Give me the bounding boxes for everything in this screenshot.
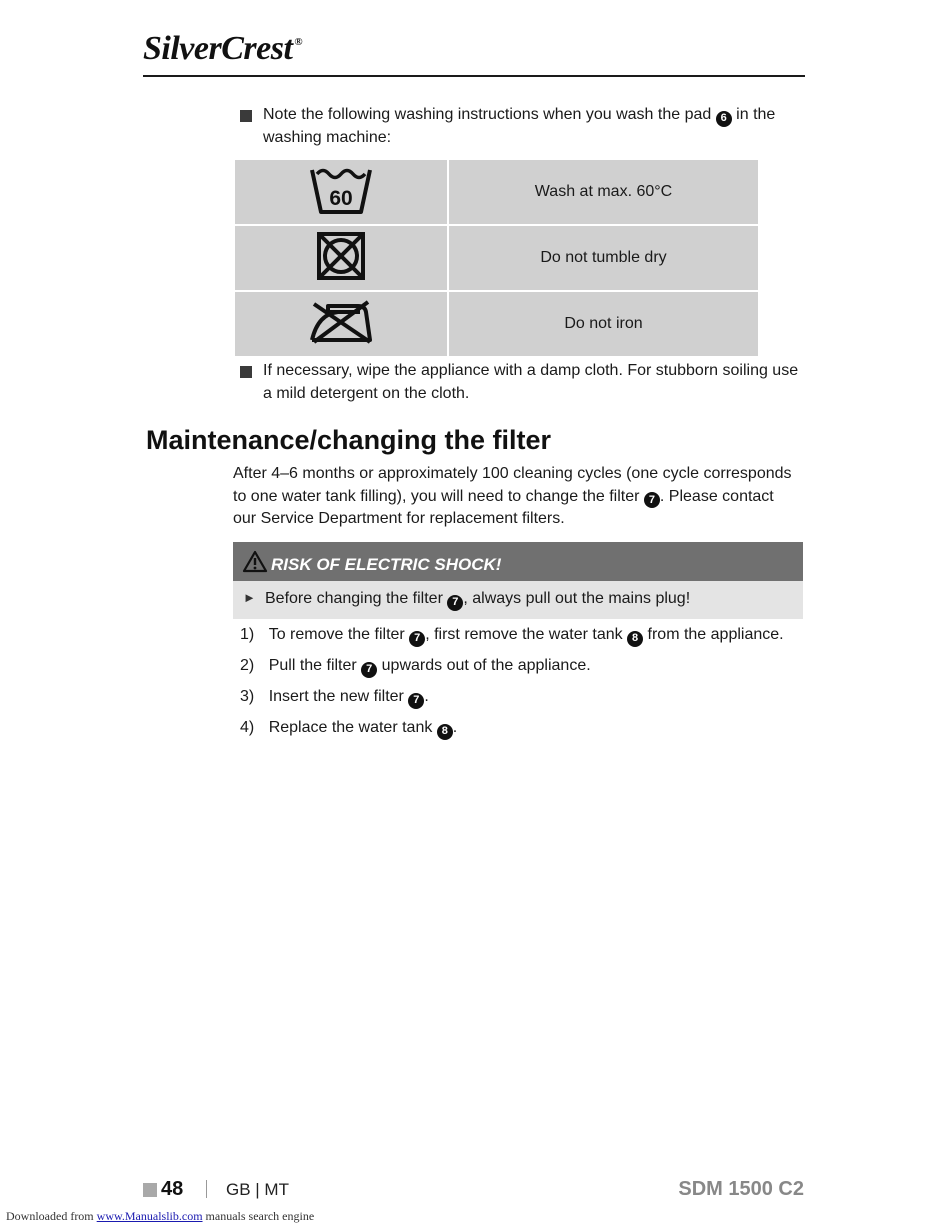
washing-intro — [263, 104, 808, 149]
brand-logo — [143, 30, 302, 68]
warning-title: RISK OF ELECTRIC SHOCK! — [271, 555, 502, 574]
arrow-icon: ► — [243, 590, 256, 605]
step-text: Insert the new filter — [268, 688, 404, 705]
header-rule — [143, 75, 805, 77]
para-line3: our Service Department for replacement filters. — [233, 510, 565, 527]
care-symbol-cell — [235, 226, 447, 290]
ref-number: 6 — [716, 111, 732, 127]
step-text: To remove the filter — [268, 626, 405, 643]
step-text: Replace the water tank — [268, 719, 433, 736]
warning-text — [265, 588, 690, 611]
para-line2: to one water tank filling), you will need to change the filter — [233, 487, 640, 505]
footer-languages: GB | MT — [226, 1180, 289, 1199]
washing-intro-text-end: in the — [736, 106, 776, 123]
ref-number: 7 — [644, 492, 660, 508]
care-row-wash — [235, 160, 758, 224]
washing-intro-line2: washing machine: — [263, 128, 392, 146]
wipe-note — [263, 360, 808, 405]
bullet-square — [240, 366, 252, 378]
washing-intro-text: Note the following washing instructions when you wash the pad — [263, 106, 712, 123]
step-number: 3) — [240, 688, 255, 705]
step-text: . — [452, 719, 458, 736]
no-tumble-dry-icon — [315, 230, 367, 282]
page-number: 48 — [161, 1178, 184, 1200]
para-line2-end: . Please contact — [659, 487, 774, 505]
step-text: . — [424, 688, 429, 705]
step-number: 1) — [240, 626, 255, 643]
list-item — [240, 688, 429, 709]
care-symbol-cell — [235, 160, 447, 224]
step-number: 2) — [240, 657, 255, 674]
registered-mark: ® — [294, 36, 303, 48]
para-line1: After 4–6 months or approximately 100 cleaning cycles (one cycle corresponds — [233, 465, 792, 482]
list-item — [240, 657, 591, 678]
warning-triangle-icon — [242, 550, 268, 573]
warning-body — [233, 581, 803, 619]
care-table — [233, 158, 760, 358]
care-text-wash: Wash at max. 60°C — [449, 160, 758, 224]
care-text-iron: Do not iron — [449, 292, 758, 356]
wash-temp-label: 60 — [329, 186, 353, 210]
manualslib-link[interactable]: www.Manualslib.com — [96, 1209, 203, 1223]
download-credit — [6, 1209, 314, 1224]
warning-text-start: Before changing the filter — [265, 590, 443, 607]
ref-number: 7 — [409, 631, 425, 647]
list-item — [240, 626, 784, 647]
download-prefix: Downloaded from — [6, 1209, 94, 1223]
warning-header — [233, 542, 803, 581]
care-text-tumble: Do not tumble dry — [449, 226, 758, 290]
footer-square — [143, 1183, 157, 1197]
step-text: Pull the filter — [268, 657, 357, 674]
step-text: upwards out of the appliance. — [381, 657, 591, 674]
ref-number: 8 — [437, 724, 453, 740]
wipe-note-line2: a mild detergent on the cloth. — [263, 384, 470, 402]
section-title: Maintenance/changing the filter — [146, 425, 552, 455]
step-number: 4) — [240, 719, 255, 736]
warning-text-end: , always pull out the mains plug! — [463, 590, 691, 607]
care-symbol-cell — [235, 292, 447, 356]
care-row-tumble — [235, 226, 758, 290]
download-suffix: manuals search engine — [205, 1209, 315, 1223]
wipe-note-line1: If necessary, wipe the appliance with a damp cloth. For stubborn soiling use — [263, 362, 799, 379]
brand-name: SilverCrest — [143, 30, 293, 67]
ref-number: 7 — [361, 662, 377, 678]
bullet-square — [240, 110, 252, 122]
footer-divider — [206, 1180, 207, 1198]
ref-number: 7 — [447, 595, 463, 611]
step-text: from the appliance. — [647, 626, 784, 643]
step-text: , first remove the water tank — [425, 626, 623, 643]
care-row-iron — [235, 292, 758, 356]
wash-60-icon — [309, 164, 373, 216]
ref-number: 8 — [627, 631, 643, 647]
list-item — [240, 719, 457, 740]
no-iron-icon — [308, 298, 374, 346]
section-paragraph — [233, 463, 808, 531]
model-number: SDM 1500 C2 — [678, 1178, 804, 1200]
ref-number: 7 — [408, 693, 424, 709]
